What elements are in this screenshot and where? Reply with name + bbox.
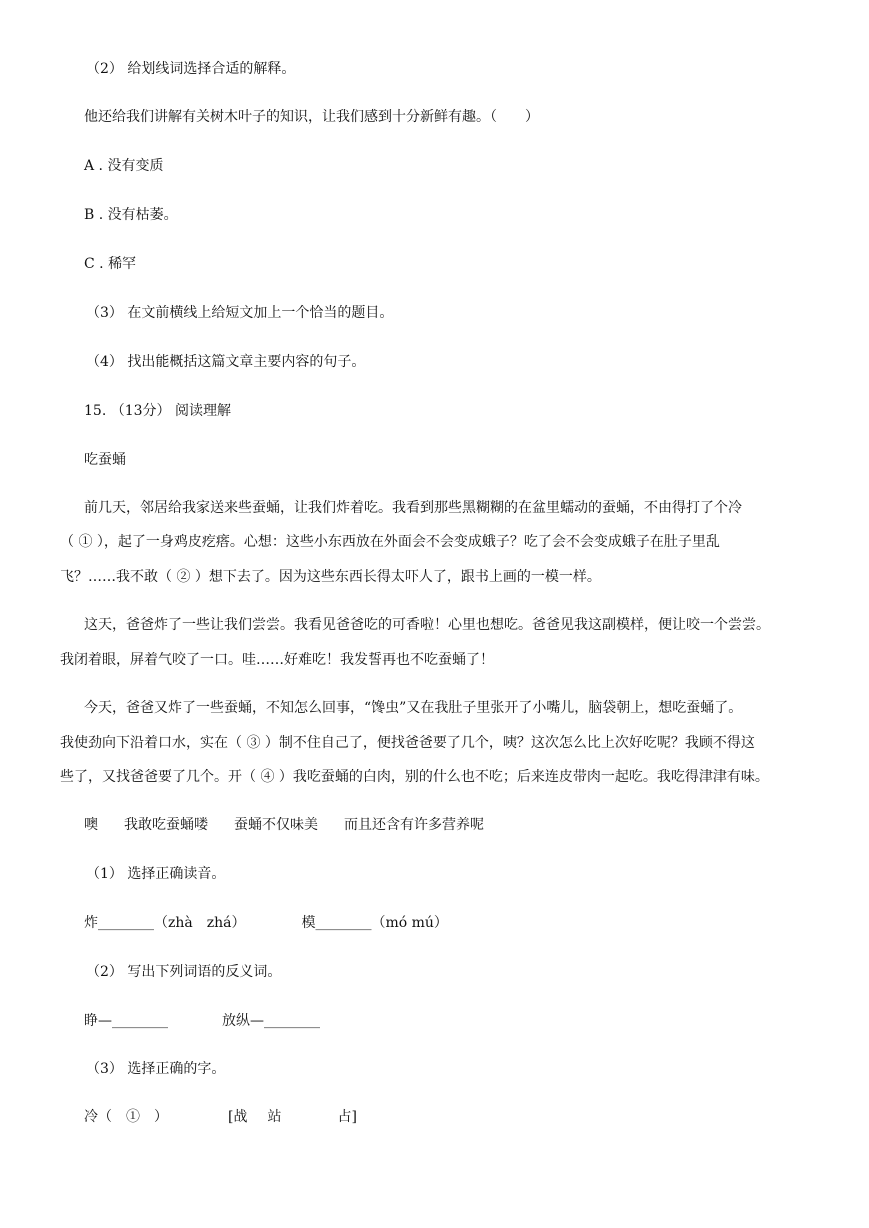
passage-p2-line2: 我闭着眼，屏着气咬了一口。哇……好难吃！我发誓再也不吃蚕蛹了！	[60, 652, 494, 668]
pinyin-item-mo[interactable]: 模________（mó mú）	[301, 915, 448, 931]
passage-p1-line1: 前几天，邻居给我家送来些蚕蛹，让我们炸着吃。我看到那些黑糊糊的在盆里蠕动的蚕蛹，不由得打了个冷	[84, 500, 742, 516]
antonym-item-zheng[interactable]: 睁—________	[84, 1013, 168, 1029]
question-15-header: 15. （13分） 阅读理解	[84, 403, 231, 419]
passage-p3-line2: 我使劲向下沿着口水，实在（ ③ ）制不住自己了，便找爸爸要了几个，咦？这次怎么比上次好吃呢？我顾不得这	[60, 735, 755, 751]
passage-p3-line1: 今天，爸爸又炸了一些蚕蛹，不知怎么回事，“馋虫”又在我肚子里张开了小嘴儿，脑袋朝上，想吃蚕蛹了。	[84, 700, 743, 716]
passage-p4-phrase2: 我敢吃蚕蛹喽	[124, 817, 208, 833]
option-a: A . 没有变质	[84, 158, 164, 174]
question-15-sub2-label: （2） 写出下列词语的反义词。	[86, 964, 282, 980]
question-15-sub1-line	[84, 914, 448, 932]
passage-p4-phrase1: 噢	[84, 817, 98, 833]
question-15-sub3-label: （3） 选择正确的字。	[86, 1061, 226, 1077]
passage-p1-line3: 飞？……我不敢（ ② ）想下去了。因为这些东西长得太吓人了，跟书上画的一模一样。	[60, 569, 601, 585]
passage-p4	[84, 816, 484, 834]
passage-p4-phrase3: 蚕蛹不仅味美	[234, 817, 318, 833]
passage-p1-line2: （ ① ），起了一身鸡皮疙瘩。心想：这些小东西放在外面会不会变成蛾子？吃了会不会变成蛾子在肚子里乱	[60, 534, 720, 550]
option-c: C . 稀罕	[84, 256, 137, 272]
passage-title: 吃蚕蛹	[84, 452, 126, 468]
char-option-zhan-war[interactable]: [战	[228, 1109, 248, 1125]
option-b: B . 没有枯萎。	[84, 207, 178, 223]
passage-p2-line1: 这天，爸爸炸了一些让我们尝尝。我看见爸爸吃的可香啦！心里也想吃。爸爸见我这副模样，便让咬一个尝尝。	[84, 617, 770, 633]
question-14-sub3: （3） 在文前横线上给短文加上一个恰当的题目。	[86, 305, 394, 321]
question-15-sub3-line	[84, 1108, 357, 1126]
passage-p4-phrase4: 而且还含有许多营养呢	[344, 817, 484, 833]
question-14-sub2-label: （2） 给划线词选择合适的解释。	[86, 61, 296, 77]
question-15-sub1-label: （1） 选择正确读音。	[86, 866, 226, 882]
char-choice-blank[interactable]: 冷（ ① ）	[84, 1109, 168, 1125]
char-option-zhan-stand[interactable]: 站	[267, 1109, 282, 1125]
question-15-sub2-line	[84, 1012, 320, 1030]
pinyin-item-zha[interactable]: 炸________（zhà zhá）	[84, 915, 246, 931]
char-option-zhan-occupy[interactable]: 占]	[337, 1109, 357, 1125]
question-14-sub4: （4） 找出能概括这篇文章主要内容的句子。	[86, 354, 366, 370]
question-14-sub2-sentence: 他还给我们讲解有关树木叶子的知识，让我们感到十分新鲜有趣。（ ）	[84, 109, 539, 125]
antonym-item-fangzong[interactable]: 放纵—________	[222, 1013, 320, 1029]
passage-p3-line3: 些了，又找爸爸要了几个。开（ ④ ）我吃蚕蛹的白肉，别的什么也不吃；后来连皮带肉一起吃。我吃得津津有味。	[60, 769, 769, 785]
